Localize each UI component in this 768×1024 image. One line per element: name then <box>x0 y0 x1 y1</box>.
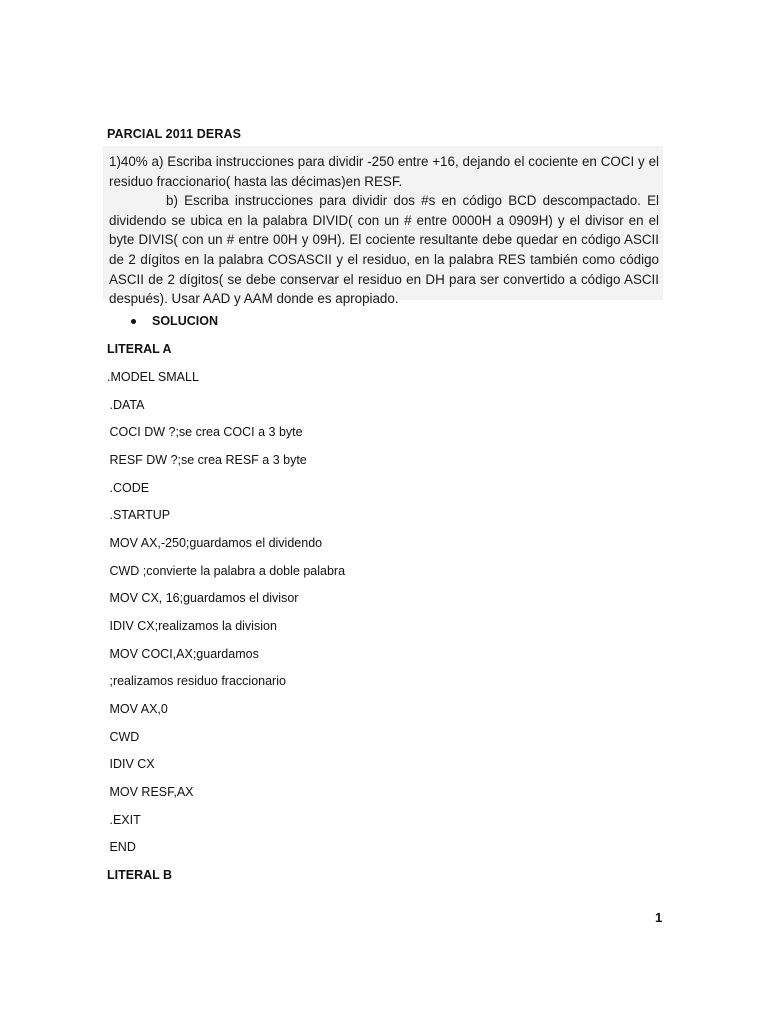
problem-part-a: 1)40% a) Escriba instrucciones para dividir -250 entre +16, dejando el cociente en COCI y el residuo fraccionario( hasta las décimas)en RESF. <box>109 154 659 189</box>
code-line: MOV COCI,AX;guardamos <box>106 647 259 661</box>
literal-b-heading: LITERAL B <box>107 868 173 882</box>
code-line: .DATA <box>106 398 145 412</box>
code-line: .CODE <box>106 481 150 495</box>
code-line: ;realizamos residuo fraccionario <box>106 674 286 688</box>
document-title: PARCIAL 2011 DERAS <box>107 127 242 141</box>
solution-bullet <box>131 314 218 328</box>
solution-heading: SOLUCION <box>152 314 218 328</box>
code-line: MOV AX,-250;guardamos el dividendo <box>106 536 323 550</box>
code-line: .STARTUP <box>106 508 171 522</box>
code-line: MOV RESF,AX <box>106 785 194 799</box>
code-line: IDIV CX;realizamos la division <box>106 619 277 633</box>
bullet-dot-icon <box>131 319 136 324</box>
code-line: .EXIT <box>106 813 141 827</box>
code-line: COCI DW ?;se crea COCI a 3 byte <box>106 425 303 439</box>
scanned-problem-image <box>103 146 663 307</box>
code-line: RESF DW ?;se crea RESF a 3 byte <box>106 453 307 467</box>
code-line: MOV CX, 16;guardamos el divisor <box>106 591 299 605</box>
page-number: 1 <box>655 910 663 925</box>
literal-a-heading: LITERAL A <box>107 342 172 356</box>
problem-part-b: b) Escriba instrucciones para dividir dos #s en código BCD descompactado. El dividendo se ubica en la palabra DIVID( con un # entre 0000H a 0909H) y el divisor en el byte DIVIS( con un # entre 00H y 09H). El cociente resultante debe quedar en código ASCII de 2 dígitos en la palabra COSASCII y el residuo, en la palabra RES también como código ASCII de 2 dígitos( se debe conservar el residuo en DH para ser convertido a código ASCII después). Usar AAD y AAM donde es apropiado. <box>109 193 659 307</box>
code-line: END <box>106 840 136 854</box>
code-line: CWD <box>106 730 140 744</box>
code-line: CWD ;convierte la palabra a doble palabra <box>106 564 346 578</box>
code-line: IDIV CX <box>106 757 155 771</box>
code-line: .MODEL SMALL <box>107 370 199 384</box>
code-line: MOV AX,0 <box>106 702 168 716</box>
